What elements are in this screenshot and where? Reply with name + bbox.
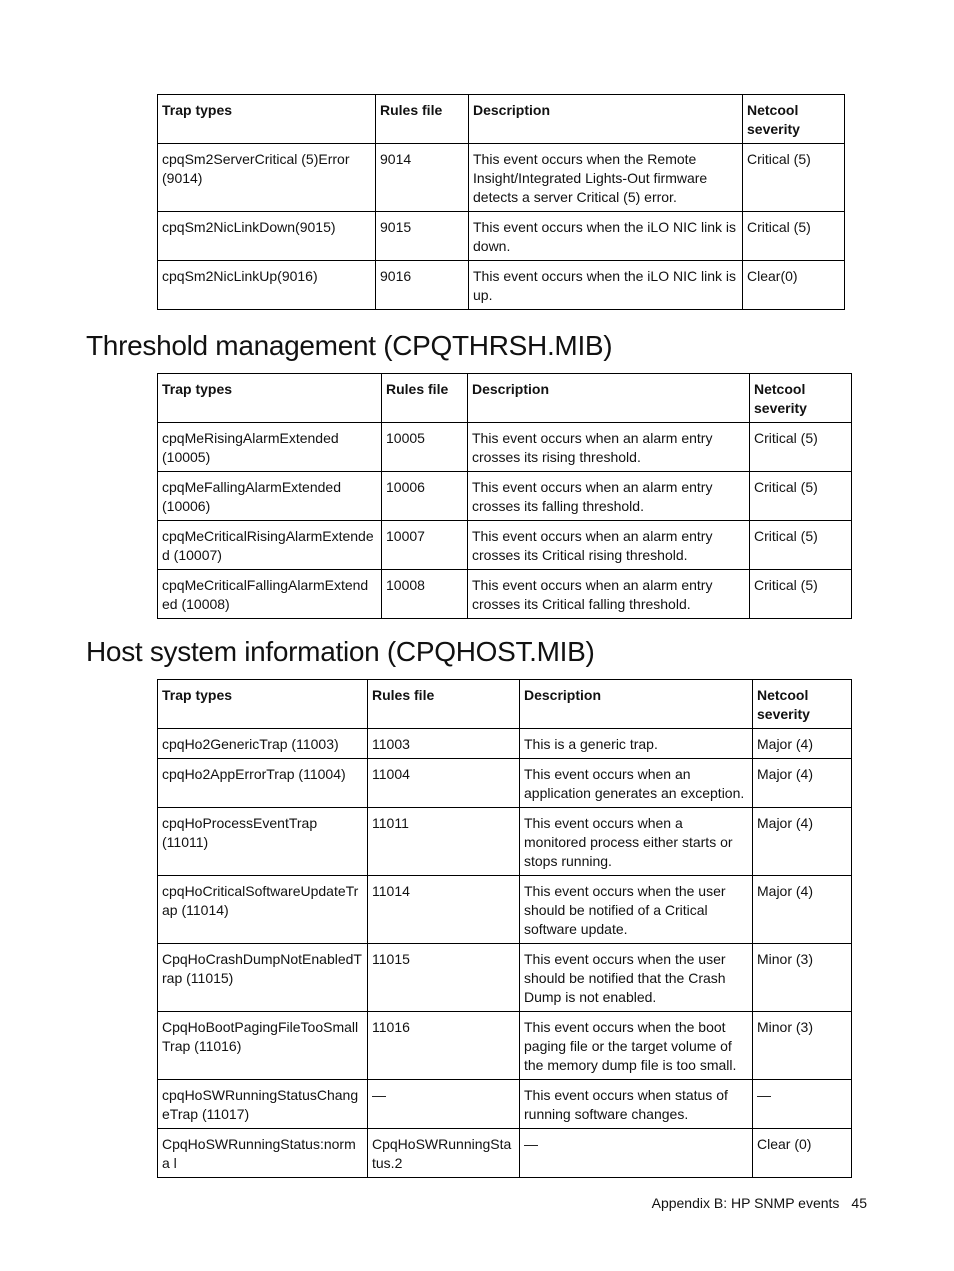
table-row: [158, 212, 845, 261]
cell-description: This event occurs when an alarm entry crosses its Critical falling threshold.: [468, 570, 750, 619]
cell-netcool-severity: Minor (3): [753, 1012, 852, 1080]
header-trap-types: Trap types: [158, 374, 382, 423]
table-threshold-traps: [157, 373, 852, 619]
cell-description: This event occurs when the user should be notified that the Crash Dump is not enabled.: [520, 944, 753, 1012]
cell-netcool-severity: Critical (5): [743, 212, 845, 261]
cell-netcool-severity: —: [753, 1080, 852, 1129]
table-row: [158, 808, 852, 876]
cell-description: This event occurs when an application generates an exception.: [520, 759, 753, 808]
cell-trap-type: cpqMeCriticalRisingAlarmExtende d (10007): [158, 521, 382, 570]
header-trap-types: Trap types: [158, 680, 368, 729]
cell-netcool-severity: Minor (3): [753, 944, 852, 1012]
header-rules-file: Rules file: [368, 680, 520, 729]
cell-rules-file: 11011: [368, 808, 520, 876]
cell-netcool-severity: Critical (5): [750, 521, 852, 570]
page-number: 45: [851, 1195, 867, 1211]
cell-netcool-severity: Critical (5): [743, 144, 845, 212]
table-header-row: [158, 95, 845, 144]
table-header-row: [158, 680, 852, 729]
cell-description: This event occurs when the boot paging file or the target volume of the memory dump file is too small.: [520, 1012, 753, 1080]
header-netcool-severity: Netcool severity: [743, 95, 845, 144]
cell-rules-file: 10005: [382, 423, 468, 472]
header-description: Description: [520, 680, 753, 729]
header-rules-file: Rules file: [376, 95, 469, 144]
cell-description: This event occurs when the iLO NIC link is down.: [469, 212, 743, 261]
cell-description: This is a generic trap.: [520, 729, 753, 759]
cell-trap-type: cpqHoCriticalSoftwareUpdateTr ap (11014): [158, 876, 368, 944]
header-netcool-severity: Netcool severity: [750, 374, 852, 423]
cell-description: This event occurs when an alarm entry crosses its Critical rising threshold.: [468, 521, 750, 570]
footer-text: Appendix B: HP SNMP events: [651, 1195, 840, 1211]
cell-rules-file: 11003: [368, 729, 520, 759]
cell-trap-type: CpqHoCrashDumpNotEnabledT rap (11015): [158, 944, 368, 1012]
cell-description: This event occurs when the iLO NIC link is up.: [469, 261, 743, 310]
cell-netcool-severity: Critical (5): [750, 423, 852, 472]
table-row: [158, 944, 852, 1012]
cell-description: This event occurs when a monitored process either starts or stops running.: [520, 808, 753, 876]
cell-netcool-severity: Major (4): [753, 729, 852, 759]
cell-trap-type: cpqSm2ServerCritical (5)Error (9014): [158, 144, 376, 212]
cell-rules-file: 11004: [368, 759, 520, 808]
cell-rules-file: 10006: [382, 472, 468, 521]
table-row: [158, 876, 852, 944]
header-trap-types: Trap types: [158, 95, 376, 144]
cell-rules-file: 9016: [376, 261, 469, 310]
table-row: [158, 759, 852, 808]
cell-netcool-severity: Clear (0): [753, 1129, 852, 1178]
cell-rules-file: 11015: [368, 944, 520, 1012]
table-host-system-traps: [157, 679, 852, 1178]
table-cpqsm2-traps: [157, 94, 845, 310]
cell-trap-type: CpqHoSWRunningStatus:norma l: [158, 1129, 368, 1178]
cell-rules-file: 11016: [368, 1012, 520, 1080]
table-row: [158, 472, 852, 521]
cell-description: This event occurs when an alarm entry crosses its rising threshold.: [468, 423, 750, 472]
page-footer: [652, 1195, 867, 1211]
table-row: [158, 1129, 852, 1178]
cell-trap-type: cpqSm2NicLinkDown(9015): [158, 212, 376, 261]
cell-netcool-severity: Major (4): [753, 808, 852, 876]
header-netcool-severity: Netcool severity: [753, 680, 852, 729]
cell-rules-file: 10008: [382, 570, 468, 619]
cell-description: This event occurs when the Remote Insight/Integrated Lights-Out firmware detects a server Critical (5) error.: [469, 144, 743, 212]
table-row: [158, 144, 845, 212]
cell-rules-file: CpqHoSWRunningSta tus.2: [368, 1129, 520, 1178]
table-row: [158, 423, 852, 472]
cell-trap-type: cpqHo2AppErrorTrap (11004): [158, 759, 368, 808]
header-rules-file: Rules file: [382, 374, 468, 423]
cell-rules-file: 9015: [376, 212, 469, 261]
table-row: [158, 261, 845, 310]
cell-trap-type: cpqMeCriticalFallingAlarmExtend ed (10008): [158, 570, 382, 619]
cell-rules-file: 11014: [368, 876, 520, 944]
section-title-threshold-management: Threshold management (CPQTHRSH.MIB): [86, 330, 613, 361]
cell-rules-file: 10007: [382, 521, 468, 570]
cell-trap-type: cpqHo2GenericTrap (11003): [158, 729, 368, 759]
cell-netcool-severity: Major (4): [753, 759, 852, 808]
table-row: [158, 570, 852, 619]
cell-trap-type: cpqSm2NicLinkUp(9016): [158, 261, 376, 310]
cell-description: This event occurs when the user should be notified of a Critical software update.: [520, 876, 753, 944]
cell-trap-type: cpqHoProcessEventTrap (11011): [158, 808, 368, 876]
cell-rules-file: —: [368, 1080, 520, 1129]
cell-netcool-severity: Major (4): [753, 876, 852, 944]
cell-description: This event occurs when status of running software changes.: [520, 1080, 753, 1129]
table-row: [158, 1012, 852, 1080]
cell-trap-type: CpqHoBootPagingFileTooSmall Trap (11016): [158, 1012, 368, 1080]
cell-description: This event occurs when an alarm entry crosses its falling threshold.: [468, 472, 750, 521]
cell-netcool-severity: Critical (5): [750, 570, 852, 619]
cell-netcool-severity: Critical (5): [750, 472, 852, 521]
header-description: Description: [469, 95, 743, 144]
table-row: [158, 521, 852, 570]
cell-trap-type: cpqMeRisingAlarmExtended (10005): [158, 423, 382, 472]
table-row: [158, 729, 852, 759]
section-title-host-system-information: Host system information (CPQHOST.MIB): [86, 636, 595, 667]
table-header-row: [158, 374, 852, 423]
cell-trap-type: cpqHoSWRunningStatusChang eTrap (11017): [158, 1080, 368, 1129]
header-description: Description: [468, 374, 750, 423]
cell-description: —: [520, 1129, 753, 1178]
table-row: [158, 1080, 852, 1129]
cell-rules-file: 9014: [376, 144, 469, 212]
cell-trap-type: cpqMeFallingAlarmExtended (10006): [158, 472, 382, 521]
cell-netcool-severity: Clear(0): [743, 261, 845, 310]
